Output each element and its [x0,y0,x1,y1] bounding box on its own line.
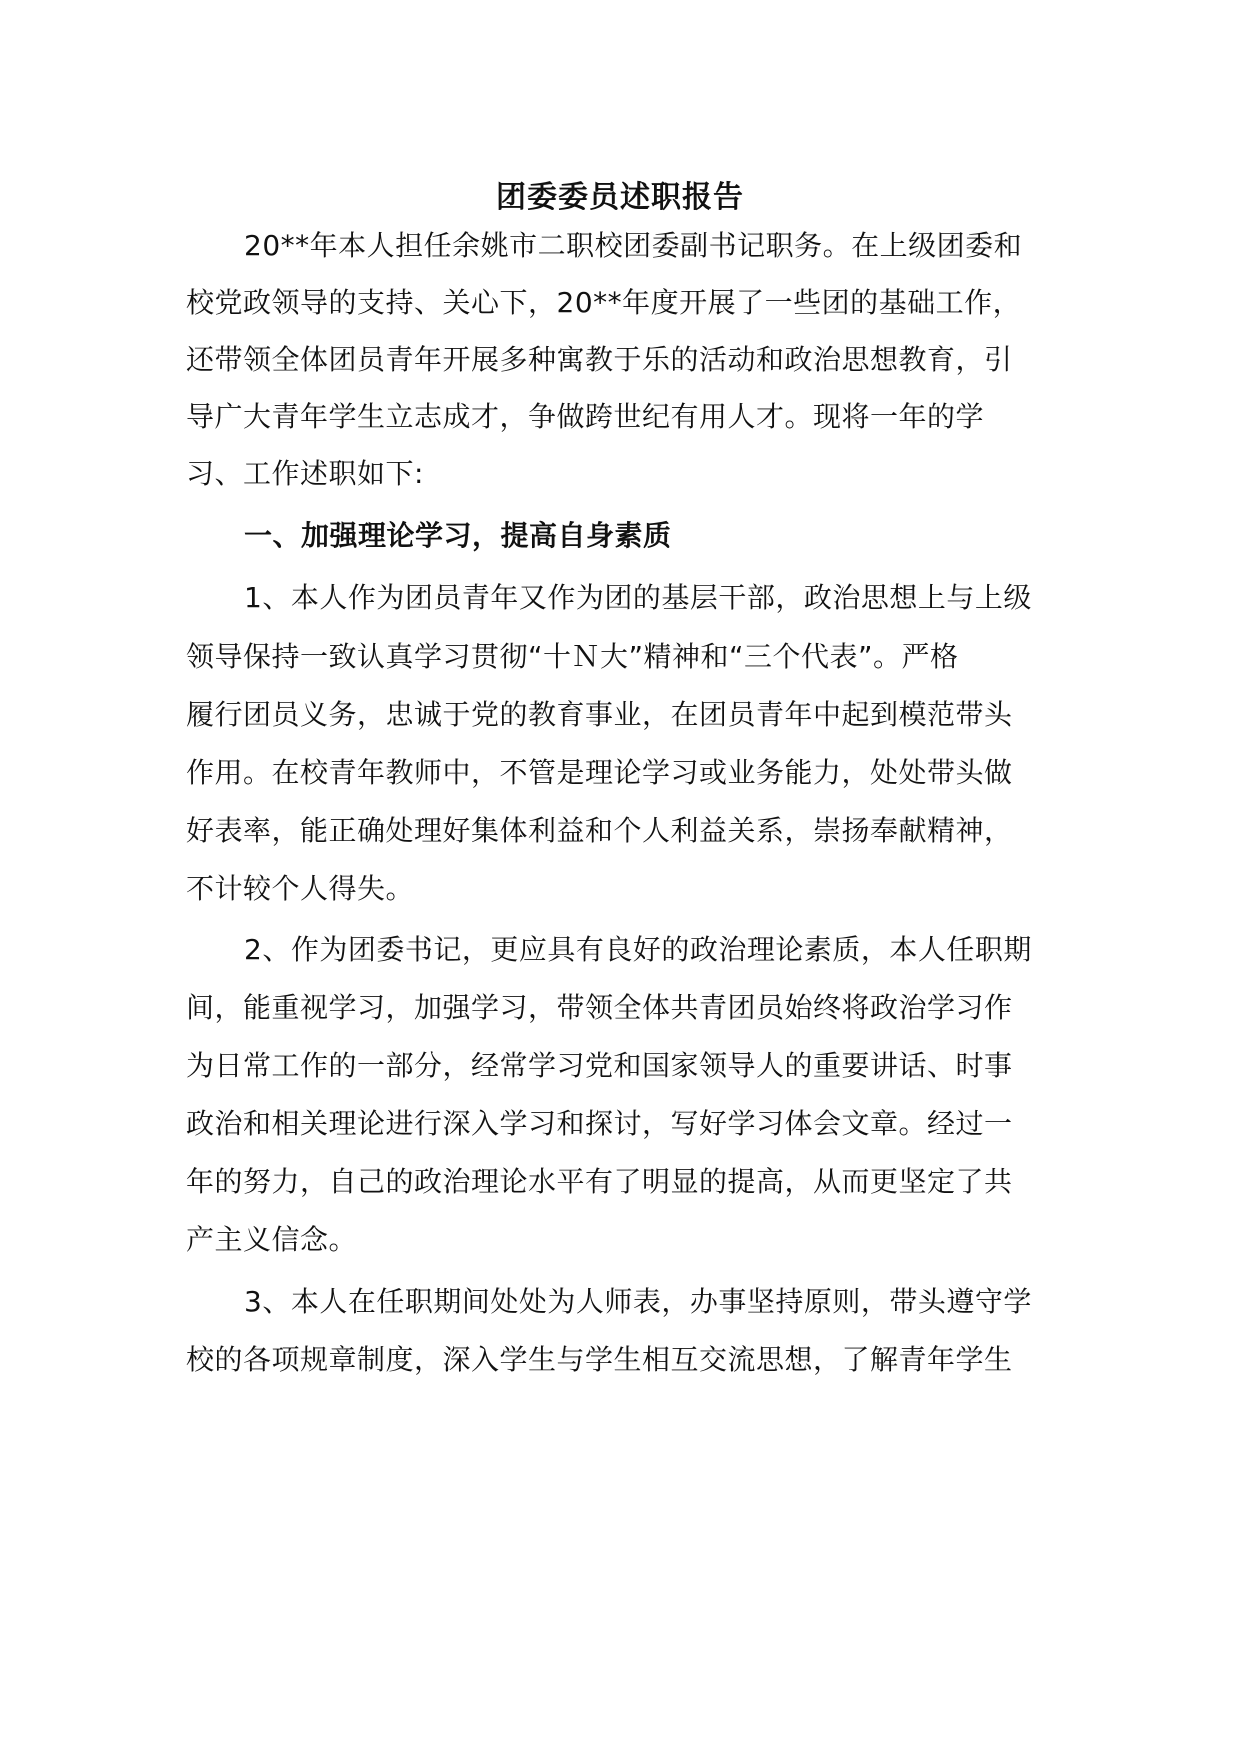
paragraph-line: 好表率，能正确处理好集体利益和个人利益关系，崇扬奉献精神， [186,814,1013,847]
document-title: 团委委员述职报告 [496,180,744,215]
paragraph-line: 校党政领导的支持、关心下，20**年度开展了一些团的基础工作， [186,286,1022,319]
paragraph-line: 1、本人作为团员青年又作为团的基层干部，政治思想上与上级 [244,581,1032,614]
paragraph-line: 2、作为团委书记，更应具有良好的政治理论素质，本人任职期 [244,933,1032,966]
paragraph-line: 领导保持一致认真学习贯彻“十Ｎ大”精神和“三个代表”。严格 [186,640,959,673]
paragraph-line: 政治和相关理论进行深入学习和探讨，写好学习体会文章。经过一 [186,1107,1013,1140]
paragraph-line: 20**年本人担任余姚市二职校团委副书记职务。在上级团委和 [244,229,1023,262]
paragraph-line: 间，能重视学习，加强学习，带领全体共青团员始终将政治学习作 [186,991,1013,1024]
section-heading: 一、加强理论学习，提高自身素质 [244,519,672,552]
paragraph-line: 为日常工作的一部分，经常学习党和国家领导人的重要讲话、时事 [186,1049,1013,1082]
paragraph-line: 年的努力，自己的政治理论水平有了明显的提高，从而更坚定了共 [186,1165,1013,1198]
paragraph-line: 还带领全体团员青年开展多种寓教于乐的活动和政治思想教育，引 [186,343,1013,376]
paragraph-line: 导广大青年学生立志成才，争做跨世纪有用人才。现将一年的学 [186,400,985,433]
paragraph-line: 产主义信念。 [186,1223,358,1256]
paragraph-line: 校的各项规章制度，深入学生与学生相互交流思想，了解青年学生 [186,1343,1013,1376]
paragraph-line: 履行团员义务，忠诚于党的教育事业，在团员青年中起到模范带头 [186,698,1013,731]
paragraph-line: 不计较个人得失。 [186,872,415,905]
paragraph-line: 3、本人在任职期间处处为人师表，办事坚持原则，带头遵守学 [244,1285,1032,1318]
paragraph-line: 习、工作述职如下: [186,457,424,490]
paragraph-line: 作用。在校青年教师中，不管是理论学习或业务能力，处处带头做 [186,756,1013,789]
